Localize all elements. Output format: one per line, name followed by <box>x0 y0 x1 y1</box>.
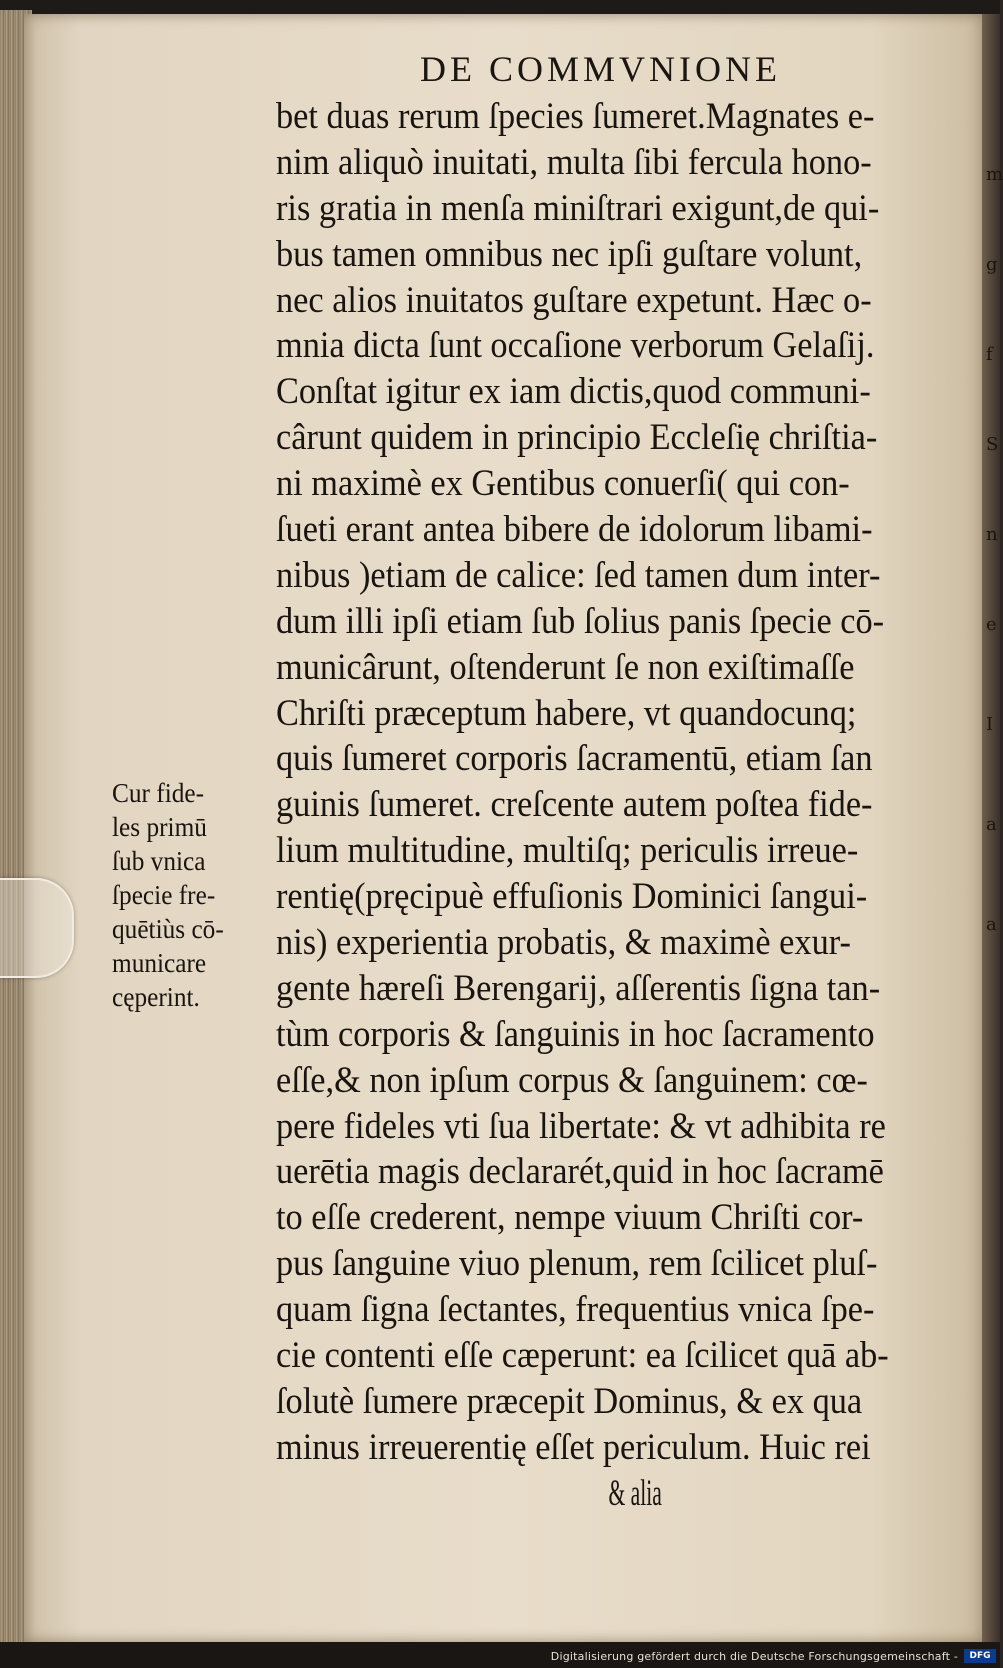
edge-letter: n <box>986 524 998 545</box>
text-line: bet duas rerum ſpecies ſumeret.Magnates e- <box>276 96 875 137</box>
margin-note-line: municare <box>112 948 207 978</box>
margin-note-line: ſub vnica <box>112 846 206 876</box>
marginal-note <box>112 776 272 1014</box>
text-line: nec alios inuitatos guſtare expetunt. Hæc o- <box>276 279 872 321</box>
text-line: nibus )etiam de calice: ſed tamen dum inter- <box>276 554 881 596</box>
text-line: mnia dicta ſunt occaſione verborum Gelaſij. <box>276 325 875 367</box>
text-line: minus irreuerentię eſſet periculum. Huic rei <box>276 1426 871 1468</box>
edge-letter: S <box>986 434 999 455</box>
margin-note-line: ſpecie fre- <box>112 880 216 910</box>
text-line: nim aliquò inuitati, multa ſibi fercula hono- <box>276 141 872 183</box>
text-line: bus tamen omnibus nec ipſi guſtare volunt, <box>276 233 863 275</box>
margin-note-line: les primū <box>112 812 207 842</box>
text-line: cie contenti eſſe cæperunt: ea ſcilicet quā ab- <box>276 1335 889 1377</box>
bookmark-tab[interactable] <box>0 878 74 978</box>
edge-letter: I <box>986 714 994 735</box>
running-head: DE COMMVNIONE <box>420 49 781 89</box>
edge-letter: a <box>986 814 997 835</box>
edge-letter: f <box>986 344 993 365</box>
text-line: Chriſti præceptum habere, vt quandocunq; <box>276 692 857 734</box>
text-line: & alia <box>608 1472 662 1514</box>
text-line: guinis ſumeret. creſcente autem poſtea fide- <box>276 784 873 826</box>
text-line: to eſſe crederent, nempe viuum Chriſti cor- <box>276 1197 864 1239</box>
footer-bar <box>0 1642 1000 1668</box>
dfg-logo: DFG <box>964 1649 996 1663</box>
text-line: cârunt quidem in principio Eccleſię chriſtia- <box>276 417 878 459</box>
body-text <box>276 94 966 1517</box>
binding-edge <box>982 14 1003 1642</box>
digitization-credit: Digitalisierung gefördert durch die Deutsche Forschungsgemeinschaft - <box>550 1650 958 1663</box>
text-line: eſſe,& non ipſum corpus & ſanguinem: cœ- <box>276 1059 868 1101</box>
text-line: Conſtat igitur ex iam dictis,quod communi- <box>276 371 871 413</box>
text-line: uerētia magis declararét,quid in hoc ſacramē <box>276 1151 884 1193</box>
margin-note-line: cęperint. <box>112 982 200 1012</box>
text-line: ris gratia in menſa miniſtrari exigunt,de qui- <box>276 187 880 229</box>
margin-note-line: Cur fide- <box>112 778 205 808</box>
text-line: gente hæreſi Berengarij, aſſerentis ſigna tan- <box>276 967 881 1009</box>
text-line: tùm corporis & ſanguinis in hoc ſacramento <box>276 1013 875 1055</box>
text-line: quis ſumeret corporis ſacramentū, etiam ſan <box>276 738 873 780</box>
text-line: lium multitudine, multiſq; periculis irreue- <box>276 830 859 872</box>
text-line: pus ſanguine viuo plenum, rem ſcilicet pluſ- <box>276 1243 878 1285</box>
text-line: pere fideles vti ſua libertate: & vt adhibita re <box>276 1105 886 1147</box>
edge-letter: e <box>986 614 997 635</box>
text-line: rentię(pręcipuè effuſionis Dominici ſangui- <box>276 876 868 918</box>
edge-letter: g <box>986 254 998 275</box>
text-line: ni maximè ex Gentibus conuerſi( qui con- <box>276 463 850 505</box>
text-line: quam ſigna ſectantes, frequentius vnica ſpe- <box>276 1289 875 1331</box>
edge-letter: a <box>986 914 997 935</box>
edge-letter: m <box>986 164 1003 185</box>
text-line: nis) experientia probatis, & maximè exur- <box>276 922 851 964</box>
text-line: ſueti erant antea bibere de idolorum libami- <box>276 509 873 551</box>
text-line: municârunt, oſtenderunt ſe non exiſtimaſſe <box>276 646 855 688</box>
text-line: dum illi ipſi etiam ſub ſolius panis ſpecie cō- <box>276 600 885 642</box>
margin-note-line: quētiùs cō- <box>112 914 224 944</box>
text-line: ſolutè ſumere præcepit Dominus, & ex qua <box>276 1380 863 1422</box>
